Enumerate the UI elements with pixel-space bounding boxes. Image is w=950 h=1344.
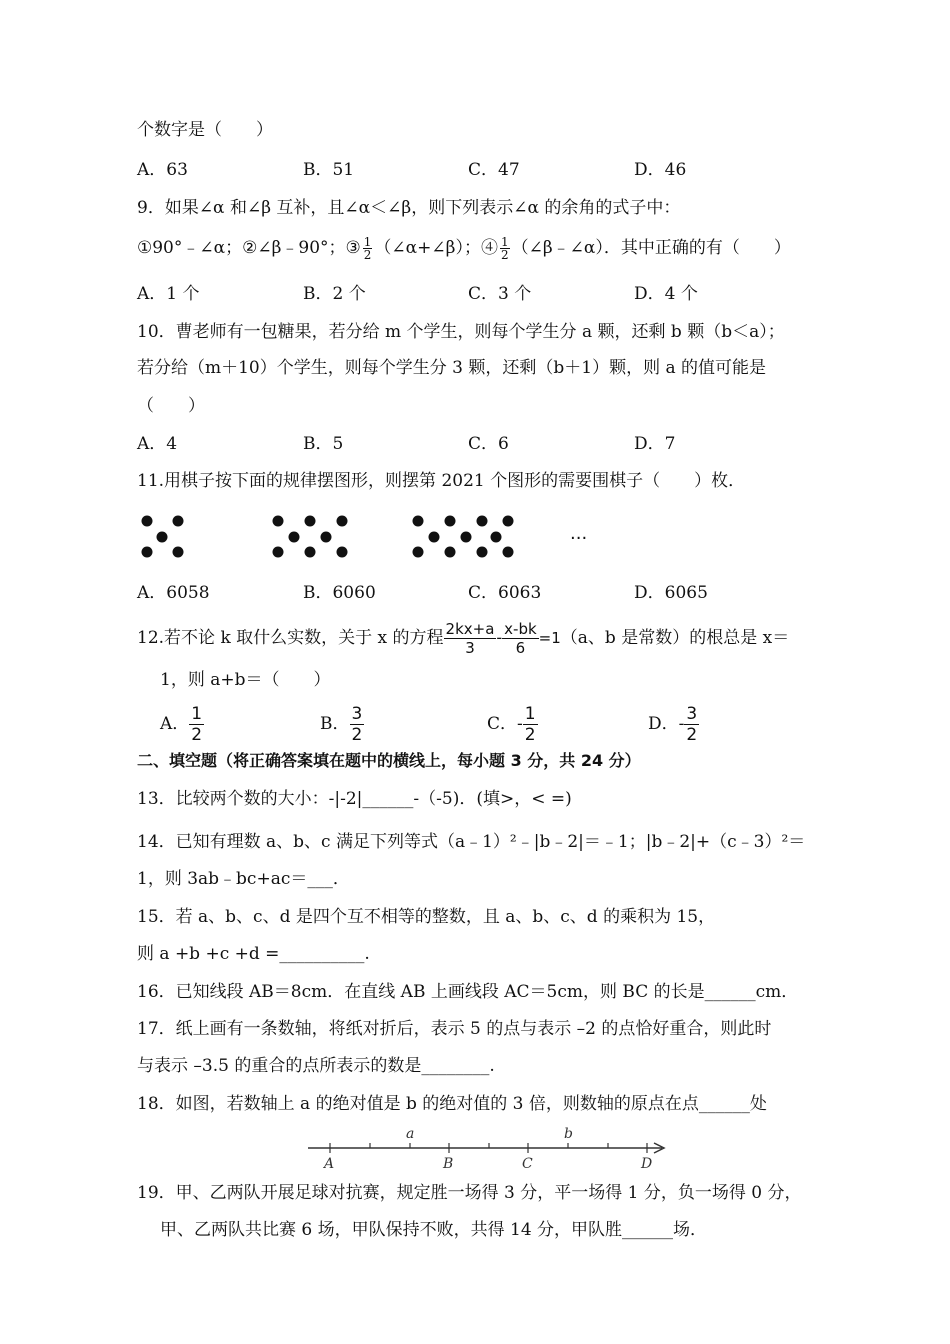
chess-piece xyxy=(337,547,348,558)
q15-line1: 15．若 a、b、c、d 是四个互不相等的整数，且 a、b、c、d 的乘积为 15， xyxy=(137,907,716,927)
chess-piece xyxy=(157,532,168,543)
q12-stem xyxy=(137,618,789,658)
q15-line2: 则 a +b +c +d =__________. xyxy=(137,944,370,964)
frac-num: 3 xyxy=(686,704,698,724)
q10-option-d: D．7 xyxy=(634,434,676,454)
q14-line2: 1，则 3ab﹣bc+ac＝___． xyxy=(137,869,350,889)
chess-piece xyxy=(305,547,316,558)
option-label: D． xyxy=(648,714,679,734)
frac-den: 2 xyxy=(686,725,698,745)
chess-piece xyxy=(273,547,284,558)
q12-post: （a、b 是常数）的根总是 x＝ xyxy=(560,628,790,648)
q17-line2: 与表示 –3.5 的重合的点所表示的数是________. xyxy=(137,1056,495,1076)
q9-expressions xyxy=(137,236,791,261)
chess-piece xyxy=(477,547,488,558)
section-2-heading: 二、填空题（将正确答案填在题中的横线上，每小题 3 分，共 24 分） xyxy=(137,751,641,770)
option-fraction xyxy=(350,704,365,745)
q10-option-c: C．6 xyxy=(468,434,509,454)
q9-part2: （∠α+∠β）；④ xyxy=(374,238,498,258)
chess-piece xyxy=(503,516,514,527)
q9-option-c: C．3 个 xyxy=(468,284,532,304)
q8-option-a: A．63 xyxy=(137,160,188,180)
q11-option-c: C．6063 xyxy=(468,583,542,603)
q11-stem: 11.用棋子按下面的规律摆图形，则摆第 2021 个图形的需要围棋子（ ）枚． xyxy=(137,471,746,491)
q9-part1: ①90°﹣∠α；②∠β﹣90°；③ xyxy=(137,238,361,258)
chess-piece xyxy=(305,516,316,527)
chess-piece xyxy=(445,547,456,558)
label-B: B xyxy=(443,1156,454,1172)
q8-option-b: B．51 xyxy=(303,160,355,180)
frac-num: 2kx+a xyxy=(445,620,495,638)
frac-num: 1 xyxy=(500,235,509,249)
q11-option-b: B．6060 xyxy=(303,583,376,603)
q10-option-a: A．4 xyxy=(137,434,178,454)
frac-den: 2 xyxy=(500,248,509,262)
frac-den: 6 xyxy=(515,639,526,657)
option-label: A． xyxy=(160,714,190,734)
q11-pattern-figure xyxy=(130,508,610,564)
q14-line1: 14．已知有理数 a、b、c 满足下列等式（a﹣1）²﹣|b﹣2|＝﹣1；|b﹣2|+（c﹣3）²＝ xyxy=(137,832,806,852)
q9-frac-2 xyxy=(500,236,510,261)
q9-stem: 9．如果∠α 和∠β 互补，且∠α＜∠β，则下列表示∠α 的余角的式子中： xyxy=(137,198,681,218)
frac-den: 2 xyxy=(351,725,363,745)
q10-line2: 若分给（m＋10）个学生，则每个学生分 3 颗，还剩（b＋1）颗，则 a 的值可能是 xyxy=(137,358,767,378)
chess-piece xyxy=(503,547,514,558)
q9-frac-1 xyxy=(363,236,373,261)
frac-den: 2 xyxy=(524,725,536,745)
label-D: D xyxy=(641,1156,653,1172)
option-fraction xyxy=(189,704,204,745)
q12-option-d xyxy=(648,704,699,745)
frac-den: 2 xyxy=(363,248,372,262)
q11-option-a: A．6058 xyxy=(137,583,210,603)
chess-piece xyxy=(337,516,348,527)
frac-num: 1 xyxy=(191,704,203,724)
q11-ellipsis: ··· xyxy=(570,528,588,549)
option-fraction xyxy=(523,704,538,745)
q12-eq: =1 xyxy=(538,629,561,647)
chess-piece xyxy=(491,532,502,543)
frac-num: x-bk xyxy=(504,620,537,638)
chess-piece xyxy=(173,547,184,558)
chess-piece xyxy=(321,532,332,543)
q10-line3: （ ） xyxy=(137,396,205,416)
chess-piece xyxy=(173,516,184,527)
option-label: B． xyxy=(320,714,350,734)
q12-option-b xyxy=(320,704,364,745)
chess-piece xyxy=(445,516,456,527)
label-A: A xyxy=(324,1156,335,1172)
frac-den: 2 xyxy=(191,725,203,745)
q9-part3: （∠β﹣∠α）．其中正确的有（ ） xyxy=(511,238,791,258)
option-sign: - xyxy=(678,714,685,734)
frac-num: 1 xyxy=(363,235,372,249)
q9-option-a: A．1 个 xyxy=(137,284,200,304)
q10-option-b: B．5 xyxy=(303,434,344,454)
frac-num: 3 xyxy=(351,704,363,724)
q13: 13．比较两个数的大小：-|-2|______-（-5)．(填>，< =) xyxy=(137,789,572,809)
chess-piece xyxy=(477,516,488,527)
label-a: a xyxy=(406,1126,415,1142)
q12-pre: 12.若不论 k 取什么实数，关于 x 的方程 xyxy=(137,628,444,648)
chess-piece xyxy=(413,516,424,527)
option-label: C． xyxy=(487,714,518,734)
q9-option-b: B．2 个 xyxy=(303,284,366,304)
option-fraction xyxy=(684,704,699,745)
q17-line1: 17．纸上画有一条数轴，将纸对折后，表示 5 的点与表示 –2 的点恰好重合，则此时 xyxy=(137,1019,772,1039)
q12-fraction-2 xyxy=(502,620,539,657)
q18-stem: 18．如图，若数轴上 a 的绝对值是 b 的绝对值的 3 倍，则数轴的原点在点______处 xyxy=(137,1094,767,1114)
q11-option-d: D．6065 xyxy=(634,583,708,603)
option-sign: - xyxy=(517,714,523,734)
q16: 16．已知线段 AB＝8cm．在直线 AB 上画线段 AC＝5cm，则 BC 的长是______cm． xyxy=(137,982,799,1002)
q8-option-c: C．47 xyxy=(468,160,520,180)
label-b: b xyxy=(564,1126,573,1142)
q12-fraction-1 xyxy=(444,620,497,657)
q8-tail: 个数字是（ ） xyxy=(137,120,273,140)
chess-piece xyxy=(413,547,424,558)
q18-number-line xyxy=(300,1124,672,1172)
q10-line1: 10．曹老师有一包糖果，若分给 m 个学生，则每个学生分 a 颗，还剩 b 颗（b＜a）； xyxy=(137,322,785,342)
q19-line1: 19．甲、乙两队开展足球对抗赛，规定胜一场得 3 分，平一场得 1 分，负一场得 0 分， xyxy=(137,1183,802,1203)
chess-piece xyxy=(142,547,153,558)
q9-option-d: D．4 个 xyxy=(634,284,698,304)
chess-piece xyxy=(429,532,440,543)
q12-minus: - xyxy=(496,628,503,648)
frac-num: 1 xyxy=(524,704,536,724)
chess-piece xyxy=(289,532,300,543)
chess-piece xyxy=(461,532,472,543)
q12-option-a xyxy=(160,704,204,745)
q19-line2: 甲、乙两队共比赛 6 场，甲队保持不败，共得 14 分，甲队胜______场． xyxy=(160,1220,708,1240)
chess-piece xyxy=(142,516,153,527)
q12-line2: 1，则 a+b＝（ ） xyxy=(160,670,331,690)
label-C: C xyxy=(522,1156,533,1172)
frac-den: 3 xyxy=(465,639,475,657)
chess-piece xyxy=(273,516,284,527)
q12-option-c xyxy=(487,704,538,745)
q8-option-d: D．46 xyxy=(634,160,687,180)
